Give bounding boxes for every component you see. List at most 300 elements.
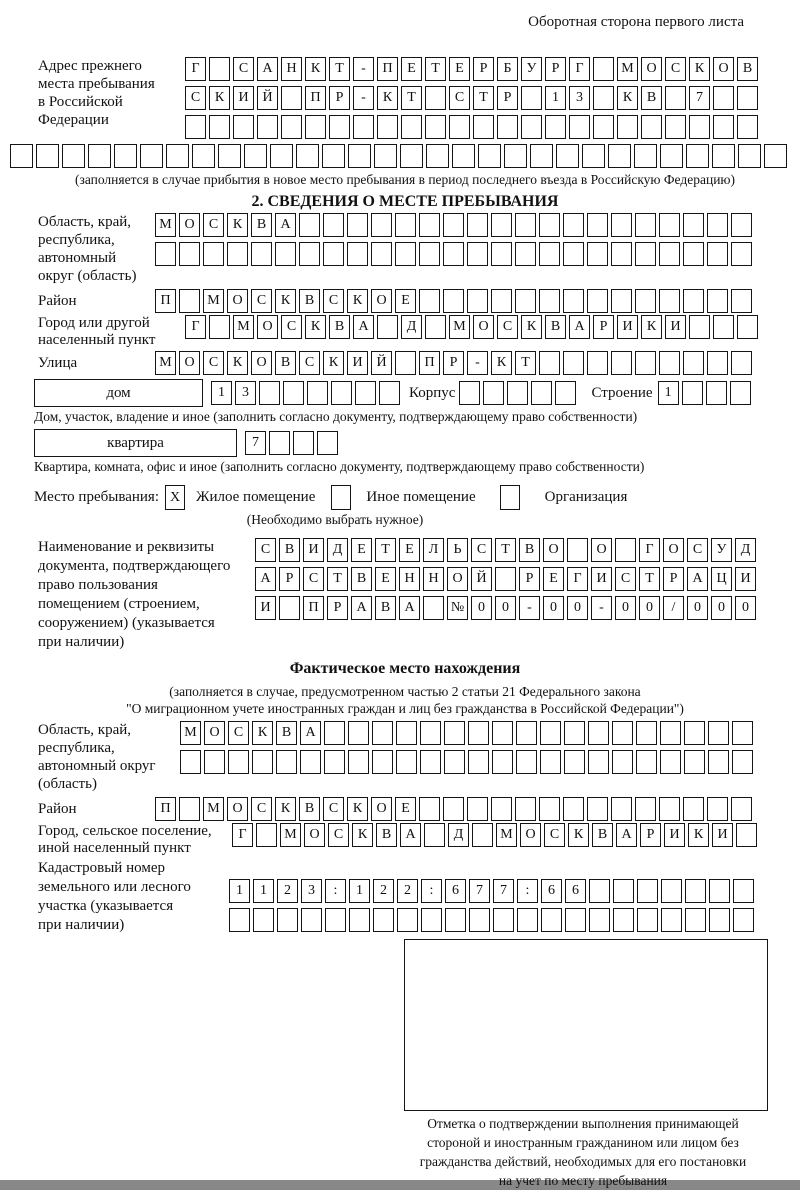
char-cell[interactable] (539, 797, 560, 821)
char-cell[interactable]: Р (640, 823, 661, 847)
char-cell[interactable] (296, 144, 319, 168)
char-cell[interactable] (443, 289, 464, 313)
char-cell[interactable] (732, 750, 753, 774)
char-cell[interactable] (492, 750, 513, 774)
char-cell[interactable]: С (228, 721, 249, 745)
char-cell[interactable] (209, 115, 230, 139)
char-cell[interactable] (540, 721, 561, 745)
char-cell[interactable] (467, 242, 488, 266)
char-cell[interactable]: О (543, 538, 564, 562)
char-cell[interactable] (472, 823, 493, 847)
char-cell[interactable] (611, 242, 632, 266)
char-cell[interactable] (587, 797, 608, 821)
char-cell[interactable] (611, 797, 632, 821)
char-cell[interactable]: Т (515, 351, 536, 375)
char-cell[interactable]: В (275, 351, 296, 375)
char-cell[interactable]: А (257, 57, 278, 81)
char-cell[interactable] (613, 908, 634, 932)
char-cell[interactable] (567, 538, 588, 562)
char-cell[interactable] (731, 289, 752, 313)
char-cell[interactable]: Р (329, 86, 350, 110)
char-cell[interactable] (539, 351, 560, 375)
char-cell[interactable] (424, 823, 445, 847)
char-cell[interactable] (738, 144, 761, 168)
char-cell[interactable]: О (713, 57, 734, 81)
char-cell[interactable]: К (352, 823, 373, 847)
char-cell[interactable] (516, 721, 537, 745)
char-cell[interactable] (636, 721, 657, 745)
char-cell[interactable] (539, 242, 560, 266)
char-cell[interactable] (324, 721, 345, 745)
char-cell[interactable]: К (347, 797, 368, 821)
char-cell[interactable] (683, 797, 704, 821)
char-cell[interactable] (483, 381, 504, 405)
char-cell[interactable]: Т (375, 538, 396, 562)
char-cell[interactable]: Р (497, 86, 518, 110)
char-cell[interactable] (281, 86, 302, 110)
char-cell[interactable]: Р (327, 596, 348, 620)
char-cell[interactable]: М (233, 315, 254, 339)
char-cell[interactable] (492, 721, 513, 745)
char-cell[interactable] (608, 144, 631, 168)
char-cell[interactable]: С (203, 351, 224, 375)
char-cell[interactable] (564, 721, 585, 745)
char-cell[interactable]: В (737, 57, 758, 81)
char-cell[interactable]: : (325, 879, 346, 903)
char-cell[interactable]: А (400, 823, 421, 847)
char-cell[interactable] (227, 242, 248, 266)
char-cell[interactable]: 1 (349, 879, 370, 903)
char-cell[interactable] (563, 351, 584, 375)
char-cell[interactable]: 0 (639, 596, 660, 620)
char-cell[interactable]: П (303, 596, 324, 620)
char-cell[interactable] (491, 289, 512, 313)
char-cell[interactable]: О (371, 289, 392, 313)
char-cell[interactable]: О (641, 57, 662, 81)
char-cell[interactable] (322, 144, 345, 168)
char-cell[interactable]: О (447, 567, 468, 591)
char-cell[interactable]: Г (185, 315, 206, 339)
char-cell[interactable] (301, 908, 322, 932)
char-cell[interactable] (593, 115, 614, 139)
char-cell[interactable] (707, 289, 728, 313)
char-cell[interactable] (569, 115, 590, 139)
char-cell[interactable]: Г (185, 57, 206, 81)
char-cell[interactable] (683, 213, 704, 237)
char-cell[interactable]: И (303, 538, 324, 562)
char-cell[interactable] (713, 86, 734, 110)
char-cell[interactable] (204, 750, 225, 774)
char-cell[interactable]: № (447, 596, 468, 620)
char-cell[interactable] (733, 879, 754, 903)
char-cell[interactable] (277, 908, 298, 932)
char-cell[interactable] (379, 381, 400, 405)
char-cell[interactable]: Р (593, 315, 614, 339)
char-cell[interactable] (497, 115, 518, 139)
char-cell[interactable]: 1 (658, 381, 679, 405)
char-cell[interactable] (515, 289, 536, 313)
char-cell[interactable]: С (323, 289, 344, 313)
char-cell[interactable]: И (347, 351, 368, 375)
char-cell[interactable] (684, 750, 705, 774)
char-cell[interactable] (209, 57, 230, 81)
char-cell[interactable]: В (329, 315, 350, 339)
char-cell[interactable] (401, 115, 422, 139)
char-cell[interactable]: Г (639, 538, 660, 562)
char-cell[interactable] (611, 351, 632, 375)
char-cell[interactable] (347, 213, 368, 237)
char-cell[interactable] (420, 721, 441, 745)
char-cell[interactable]: 1 (545, 86, 566, 110)
char-cell[interactable] (707, 797, 728, 821)
char-cell[interactable] (443, 213, 464, 237)
char-cell[interactable]: И (233, 86, 254, 110)
char-cell[interactable] (88, 144, 111, 168)
char-cell[interactable] (419, 213, 440, 237)
char-cell[interactable] (556, 144, 579, 168)
char-cell[interactable] (331, 381, 352, 405)
char-cell[interactable] (689, 115, 710, 139)
char-cell[interactable] (323, 242, 344, 266)
char-cell[interactable]: Й (471, 567, 492, 591)
char-cell[interactable]: М (203, 289, 224, 313)
char-cell[interactable] (257, 115, 278, 139)
char-cell[interactable]: И (255, 596, 276, 620)
char-cell[interactable] (685, 908, 706, 932)
char-cell[interactable] (521, 115, 542, 139)
char-cell[interactable]: В (545, 315, 566, 339)
char-cell[interactable] (682, 381, 703, 405)
char-cell[interactable]: : (517, 879, 538, 903)
char-cell[interactable]: К (305, 57, 326, 81)
char-cell[interactable] (660, 144, 683, 168)
char-cell[interactable]: С (233, 57, 254, 81)
char-cell[interactable] (253, 908, 274, 932)
char-cell[interactable]: Д (448, 823, 469, 847)
char-cell[interactable]: Ь (447, 538, 468, 562)
char-cell[interactable] (589, 908, 610, 932)
char-cell[interactable]: С (544, 823, 565, 847)
char-cell[interactable]: Т (495, 538, 516, 562)
char-cell[interactable] (423, 596, 444, 620)
char-cell[interactable] (140, 144, 163, 168)
char-cell[interactable]: О (591, 538, 612, 562)
char-cell[interactable] (731, 213, 752, 237)
char-cell[interactable] (259, 381, 280, 405)
char-cell[interactable] (539, 289, 560, 313)
char-cell[interactable]: К (617, 86, 638, 110)
char-cell[interactable] (709, 879, 730, 903)
char-cell[interactable] (659, 213, 680, 237)
char-cell[interactable] (307, 381, 328, 405)
char-cell[interactable] (593, 57, 614, 81)
char-cell[interactable]: И (665, 315, 686, 339)
checkbox-other-premises[interactable] (331, 485, 351, 510)
char-cell[interactable] (733, 908, 754, 932)
char-cell[interactable] (233, 115, 254, 139)
char-cell[interactable] (659, 289, 680, 313)
char-cell[interactable] (709, 908, 730, 932)
char-cell[interactable]: С (497, 315, 518, 339)
char-cell[interactable]: Б (497, 57, 518, 81)
char-cell[interactable] (635, 289, 656, 313)
char-cell[interactable]: - (353, 57, 374, 81)
char-cell[interactable] (449, 115, 470, 139)
char-cell[interactable] (324, 750, 345, 774)
house-type-box[interactable]: дом (34, 379, 203, 407)
char-cell[interactable] (279, 596, 300, 620)
char-cell[interactable] (275, 242, 296, 266)
char-cell[interactable] (349, 908, 370, 932)
char-cell[interactable] (611, 289, 632, 313)
char-cell[interactable]: 7 (493, 879, 514, 903)
char-cell[interactable]: 0 (711, 596, 732, 620)
char-cell[interactable]: У (521, 57, 542, 81)
char-cell[interactable] (539, 213, 560, 237)
char-cell[interactable] (635, 797, 656, 821)
char-cell[interactable]: К (252, 721, 273, 745)
char-cell[interactable] (10, 144, 33, 168)
char-cell[interactable]: И (664, 823, 685, 847)
char-cell[interactable]: В (299, 797, 320, 821)
checkbox-organization[interactable] (500, 485, 520, 510)
char-cell[interactable] (114, 144, 137, 168)
char-cell[interactable] (203, 242, 224, 266)
char-cell[interactable] (419, 289, 440, 313)
char-cell[interactable]: К (305, 315, 326, 339)
char-cell[interactable]: Н (281, 57, 302, 81)
char-cell[interactable]: Е (395, 797, 416, 821)
char-cell[interactable] (685, 879, 706, 903)
char-cell[interactable] (269, 431, 290, 455)
char-cell[interactable] (495, 567, 516, 591)
char-cell[interactable] (459, 381, 480, 405)
char-cell[interactable]: В (376, 823, 397, 847)
char-cell[interactable]: 0 (495, 596, 516, 620)
char-cell[interactable] (420, 750, 441, 774)
char-cell[interactable] (764, 144, 787, 168)
char-cell[interactable]: О (663, 538, 684, 562)
char-cell[interactable]: Ц (711, 567, 732, 591)
char-cell[interactable] (683, 289, 704, 313)
char-cell[interactable] (737, 115, 758, 139)
char-cell[interactable] (563, 797, 584, 821)
char-cell[interactable]: О (204, 721, 225, 745)
char-cell[interactable]: О (179, 351, 200, 375)
char-cell[interactable]: 0 (543, 596, 564, 620)
char-cell[interactable]: О (371, 797, 392, 821)
char-cell[interactable]: М (617, 57, 638, 81)
char-cell[interactable]: В (375, 596, 396, 620)
char-cell[interactable] (563, 213, 584, 237)
char-cell[interactable]: В (519, 538, 540, 562)
char-cell[interactable] (444, 750, 465, 774)
char-cell[interactable]: Р (663, 567, 684, 591)
char-cell[interactable] (256, 823, 277, 847)
char-cell[interactable] (372, 750, 393, 774)
char-cell[interactable] (515, 797, 536, 821)
char-cell[interactable] (276, 750, 297, 774)
char-cell[interactable]: С (323, 797, 344, 821)
char-cell[interactable] (706, 381, 727, 405)
char-cell[interactable] (660, 750, 681, 774)
char-cell[interactable]: Т (425, 57, 446, 81)
char-cell[interactable] (541, 908, 562, 932)
char-cell[interactable] (708, 750, 729, 774)
char-cell[interactable] (425, 315, 446, 339)
char-cell[interactable]: 0 (567, 596, 588, 620)
char-cell[interactable] (491, 242, 512, 266)
char-cell[interactable] (515, 242, 536, 266)
char-cell[interactable] (347, 242, 368, 266)
char-cell[interactable]: Д (735, 538, 756, 562)
char-cell[interactable] (444, 721, 465, 745)
char-cell[interactable]: 7 (245, 431, 266, 455)
char-cell[interactable]: С (185, 86, 206, 110)
char-cell[interactable]: Т (473, 86, 494, 110)
char-cell[interactable] (179, 797, 200, 821)
char-cell[interactable]: С (449, 86, 470, 110)
char-cell[interactable]: С (471, 538, 492, 562)
char-cell[interactable]: С (303, 567, 324, 591)
char-cell[interactable] (516, 750, 537, 774)
char-cell[interactable] (377, 315, 398, 339)
char-cell[interactable]: М (496, 823, 517, 847)
char-cell[interactable]: М (449, 315, 470, 339)
char-cell[interactable]: 2 (397, 879, 418, 903)
char-cell[interactable] (491, 213, 512, 237)
char-cell[interactable] (300, 750, 321, 774)
char-cell[interactable] (683, 351, 704, 375)
char-cell[interactable]: В (279, 538, 300, 562)
char-cell[interactable] (468, 721, 489, 745)
char-cell[interactable] (613, 879, 634, 903)
char-cell[interactable] (293, 431, 314, 455)
char-cell[interactable]: К (347, 289, 368, 313)
char-cell[interactable] (540, 750, 561, 774)
char-cell[interactable]: К (275, 289, 296, 313)
char-cell[interactable]: 3 (569, 86, 590, 110)
char-cell[interactable] (659, 351, 680, 375)
char-cell[interactable] (707, 213, 728, 237)
char-cell[interactable] (635, 213, 656, 237)
char-cell[interactable] (713, 115, 734, 139)
char-cell[interactable] (251, 242, 272, 266)
char-cell[interactable]: П (155, 797, 176, 821)
char-cell[interactable]: К (275, 797, 296, 821)
char-cell[interactable]: К (227, 213, 248, 237)
char-cell[interactable]: С (281, 315, 302, 339)
char-cell[interactable]: А (300, 721, 321, 745)
char-cell[interactable]: А (616, 823, 637, 847)
char-cell[interactable] (209, 315, 230, 339)
char-cell[interactable]: К (209, 86, 230, 110)
char-cell[interactable]: В (251, 213, 272, 237)
char-cell[interactable] (731, 351, 752, 375)
char-cell[interactable] (426, 144, 449, 168)
char-cell[interactable] (737, 86, 758, 110)
char-cell[interactable] (493, 908, 514, 932)
char-cell[interactable]: Р (279, 567, 300, 591)
char-cell[interactable] (467, 213, 488, 237)
char-cell[interactable] (373, 908, 394, 932)
char-cell[interactable]: / (663, 596, 684, 620)
char-cell[interactable]: С (203, 213, 224, 237)
char-cell[interactable]: Й (371, 351, 392, 375)
char-cell[interactable] (732, 721, 753, 745)
char-cell[interactable] (283, 381, 304, 405)
char-cell[interactable]: 0 (471, 596, 492, 620)
char-cell[interactable] (635, 242, 656, 266)
char-cell[interactable] (179, 289, 200, 313)
char-cell[interactable]: А (255, 567, 276, 591)
char-cell[interactable]: К (227, 351, 248, 375)
char-cell[interactable] (299, 242, 320, 266)
char-cell[interactable]: О (473, 315, 494, 339)
char-cell[interactable]: М (155, 351, 176, 375)
char-cell[interactable]: 7 (689, 86, 710, 110)
char-cell[interactable]: С (615, 567, 636, 591)
char-cell[interactable]: 6 (541, 879, 562, 903)
char-cell[interactable] (587, 242, 608, 266)
char-cell[interactable] (588, 721, 609, 745)
char-cell[interactable]: 0 (687, 596, 708, 620)
char-cell[interactable] (731, 242, 752, 266)
char-cell[interactable] (555, 381, 576, 405)
char-cell[interactable] (452, 144, 475, 168)
char-cell[interactable] (665, 86, 686, 110)
char-cell[interactable]: А (275, 213, 296, 237)
char-cell[interactable]: 0 (615, 596, 636, 620)
char-cell[interactable]: А (569, 315, 590, 339)
char-cell[interactable]: И (617, 315, 638, 339)
char-cell[interactable]: М (155, 213, 176, 237)
char-cell[interactable] (374, 144, 397, 168)
char-cell[interactable] (713, 315, 734, 339)
char-cell[interactable]: Л (423, 538, 444, 562)
char-cell[interactable]: К (521, 315, 542, 339)
char-cell[interactable] (469, 908, 490, 932)
char-cell[interactable] (62, 144, 85, 168)
char-cell[interactable]: К (491, 351, 512, 375)
char-cell[interactable] (665, 115, 686, 139)
char-cell[interactable]: Р (519, 567, 540, 591)
char-cell[interactable] (589, 879, 610, 903)
char-cell[interactable]: С (687, 538, 708, 562)
char-cell[interactable] (166, 144, 189, 168)
char-cell[interactable] (281, 115, 302, 139)
char-cell[interactable]: Д (401, 315, 422, 339)
char-cell[interactable] (637, 908, 658, 932)
char-cell[interactable] (611, 213, 632, 237)
char-cell[interactable]: 1 (211, 381, 232, 405)
char-cell[interactable]: И (712, 823, 733, 847)
char-cell[interactable]: Г (232, 823, 253, 847)
char-cell[interactable] (395, 213, 416, 237)
char-cell[interactable] (521, 86, 542, 110)
char-cell[interactable] (419, 242, 440, 266)
char-cell[interactable]: С (251, 289, 272, 313)
char-cell[interactable]: П (377, 57, 398, 81)
char-cell[interactable] (325, 908, 346, 932)
char-cell[interactable] (252, 750, 273, 774)
char-cell[interactable]: В (276, 721, 297, 745)
char-cell[interactable]: П (155, 289, 176, 313)
char-cell[interactable]: К (568, 823, 589, 847)
apartment-type-box[interactable]: квартира (34, 429, 237, 457)
char-cell[interactable] (634, 144, 657, 168)
char-cell[interactable]: Е (395, 289, 416, 313)
